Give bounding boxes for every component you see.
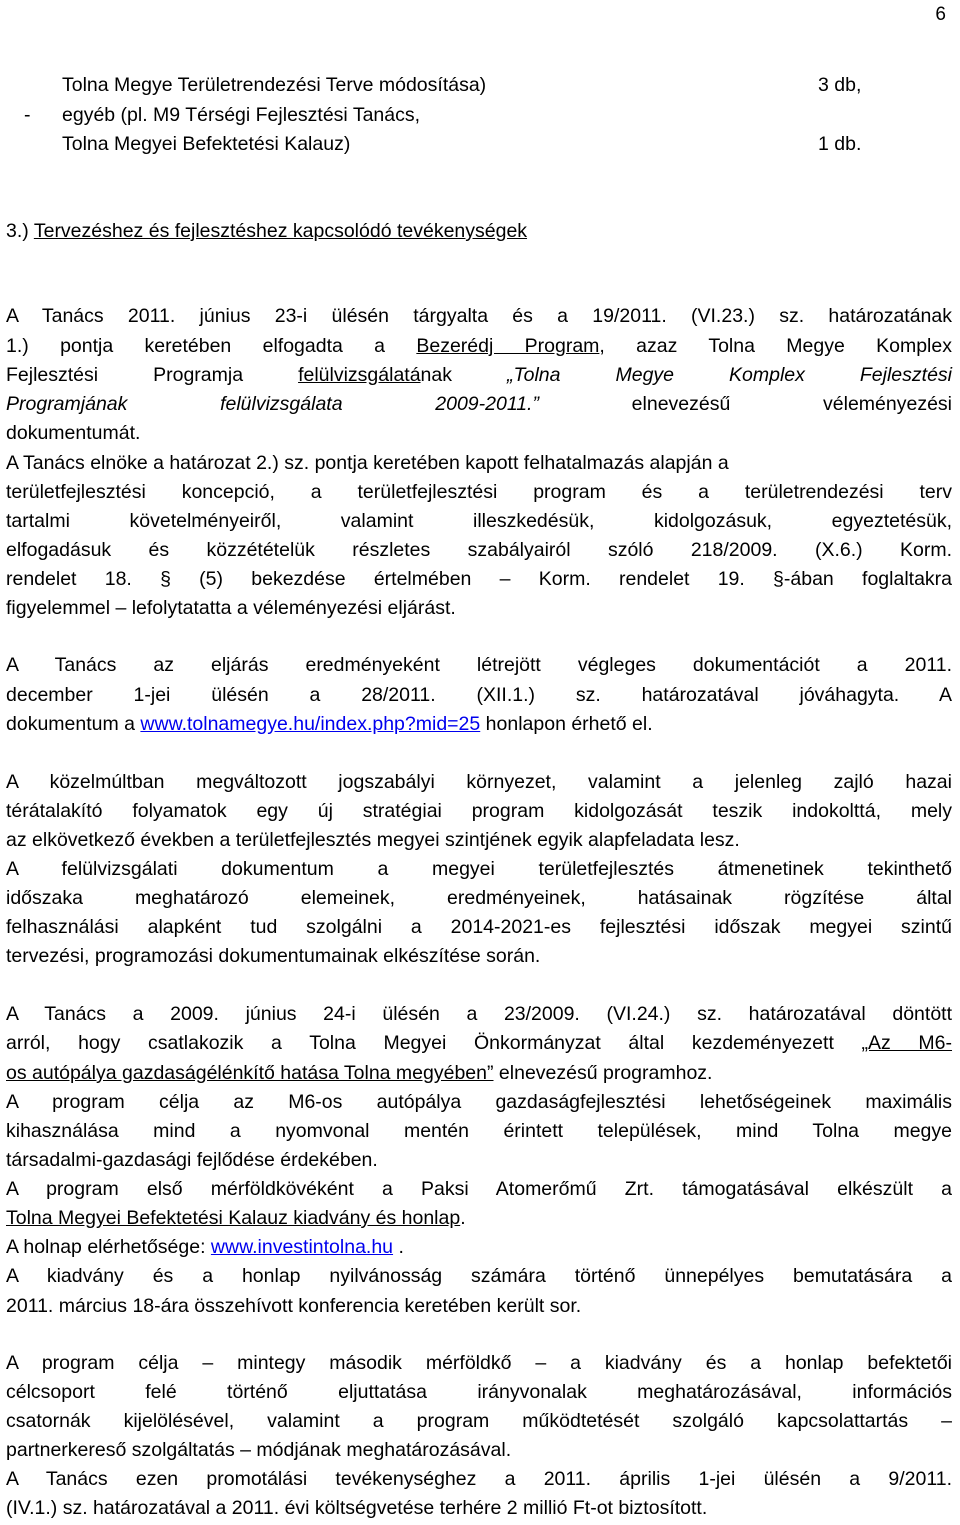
text-span: . (460, 1207, 466, 1229)
paragraph-line: A program célja – mintegy második mérföldkő – a kiadvány és a honlap befektetői (6, 1352, 952, 1374)
paragraph-line: (IV.1.) sz. határozatával a 2011. évi költségvetése terhére 2 millió Ft-ot biztosított. (6, 1497, 708, 1519)
text-span: honlapon érhető el. (480, 713, 653, 735)
paragraph-line: 2011. március 18-ára összehívott konferencia keretében került sor. (6, 1295, 582, 1317)
paragraph-line: A Tanács a 2009. június 24-i ülésén a 23/2009. (VI.24.) sz. határozatával döntött (6, 1003, 952, 1025)
paragraph-line: területfejlesztési koncepció, a területfejlesztési program és a területrendezési terv (6, 481, 952, 503)
paragraph-line: A Tanács 2011. június 23-i ülésén tárgyalta és a 19/2011. (VI.23.) sz. határozatának (6, 305, 952, 327)
list-dash: - (24, 104, 31, 126)
text-span: arról, hogy csatlakozik a Tolna Megyei Önkormányzat által kezdeményezett (6, 1032, 862, 1054)
text-span: , azaz Tolna Megye Komplex (599, 335, 952, 357)
paragraph-line: időszaka meghatározó elemeinek, eredményeinek, hatásainak rögzítése által (6, 887, 952, 909)
underlined-span: „Az M6- (861, 1032, 953, 1054)
paragraph-line: csatornák kijelölésével, valamint a program működtetését szolgáló kapcsolattartás – (6, 1410, 952, 1432)
paragraph-line: december 1-jei ülésén a 28/2011. (XII.1.) sz. határozatával jóváhagyta. A (6, 684, 952, 706)
italic-span: „Tolna Megye Komplex Fejlesztési (507, 364, 952, 386)
underlined-span: os autópálya gazdaságélénkítő hatása Tolna megyében” (6, 1062, 494, 1084)
section-heading (6, 220, 527, 242)
list-text: egyéb (pl. M9 Térségi Fejlesztési Tanács, (62, 104, 421, 126)
text-span: Fejlesztési Programja (6, 364, 299, 386)
paragraph-line: A Tanács ezen promotálási tevékenységhez a 2011. április 1-jei ülésén a 9/2011. (6, 1468, 952, 1490)
paragraph-line: felhasználási alapként tud szolgálni a 2014-2021-es fejlesztési időszak megyei szintű (6, 916, 952, 938)
text-span: elnevezésű programhoz. (493, 1062, 713, 1084)
paragraph-line (6, 335, 952, 357)
paragraph-line: A közelmúltban megváltozott jogszabályi környezet, valamint a jelenleg zajló hazai (6, 771, 952, 793)
paragraph-line (6, 1062, 952, 1084)
paragraph-line (6, 1236, 952, 1258)
paragraph-line: rendelet 18. § (5) bekezdése értelmében – Korm. rendelet 19. §-ában foglaltakra (6, 568, 952, 590)
paragraph-line (6, 364, 952, 386)
section-number: 3.) (6, 220, 29, 242)
paragraph-line: A program első mérföldkövéként a Paksi Atomerőmű Zrt. támogatásával elkészült a (6, 1178, 952, 1200)
section-title: Tervezéshez és fejlesztéshez kapcsolódó tevékenységek (33, 220, 528, 242)
investintolna-link[interactable]: www.investintolna.hu (210, 1236, 394, 1258)
paragraph-line: elfogadásuk és közzétételük részletes szabályairól szóló 218/2009. (X.6.) Korm. (6, 539, 952, 561)
list-count: 1 db. (818, 133, 862, 155)
paragraph-line: térátalakító folyamatok egy új stratégiai program kidolgozását teszik indokolttá, mely (6, 800, 952, 822)
paragraph-line (6, 1207, 952, 1229)
paragraph-line: dokumentumát. (6, 422, 141, 444)
text-span: A holnap elérhetősége: (6, 1236, 211, 1258)
paragraph-line: tartalmi követelményeiről, valamint illeszkedésük, kidolgozásuk, egyeztetésük, (6, 510, 952, 532)
paragraph-line: kihasználása mind a nyomvonal mentén érintett települések, mind Tolna megye (6, 1120, 952, 1142)
paragraph-line: A program célja az M6-os autópálya gazdaságfejlesztési lehetőségeinek maximális (6, 1091, 952, 1113)
paragraph-line (6, 1032, 952, 1054)
paragraph-line: társadalmi-gazdasági fejlődése érdekében. (6, 1149, 378, 1171)
paragraph-line: célcsoport felé történő eljuttatása irányvonalak meghatározásával, információs (6, 1381, 952, 1403)
underlined-span: felülvizsgálatá (298, 364, 421, 386)
italic-span: Programjának felülvizsgálata 2009-2011.” (6, 393, 539, 415)
text-span: dokumentum a (6, 713, 141, 735)
text-span: 1.) pontja keretében elfogadta a (6, 335, 417, 357)
paragraph-line (6, 393, 952, 415)
paragraph-line: A Tanács elnöke a határozat 2.) sz. pontja keretében kapott felhatalmazás alapján a (6, 452, 729, 474)
text-span: . (393, 1236, 404, 1258)
text-span: nak (420, 364, 507, 386)
tolnamegye-link[interactable]: www.tolnamegye.hu/index.php?mid=25 (140, 713, 481, 735)
paragraph-line: A kiadvány és a honlap nyilvánosság számára történő ünnepélyes bemutatására a (6, 1265, 952, 1287)
paragraph-line: figyelemmel – lefolytatatta a véleményezési eljárást. (6, 597, 456, 619)
list-count: 3 db, (818, 74, 862, 96)
bezeredj-program-underlined: Bezerédj Program (416, 335, 600, 357)
paragraph-line: A Tanács az eljárás eredményeként létrejött végleges dokumentációt a 2011. (6, 654, 952, 676)
paragraph-line: az elkövetkező években a területfejlesztés megyei szintjének egyik alapfeladata lesz. (6, 829, 740, 851)
paragraph-line: tervezési, programozási dokumentumainak elkészítése során. (6, 945, 541, 967)
list-text: Tolna Megye Területrendezési Terve módosítása) (62, 74, 487, 96)
paragraph-line: partnerkereső szolgáltatás – módjának meghatározásával. (6, 1439, 512, 1461)
list-text: Tolna Megyei Befektetési Kalauz) (62, 133, 351, 155)
paragraph-line: A felülvizsgálati dokumentum a megyei területfejlesztés átmenetinek tekinthető (6, 858, 952, 880)
underlined-span: Tolna Megyei Befektetési Kalauz kiadvány és honlap (6, 1207, 461, 1229)
text-span: elnevezésű véleményezési (538, 393, 952, 415)
paragraph-line (6, 713, 952, 735)
page-number: 6 (935, 4, 946, 25)
